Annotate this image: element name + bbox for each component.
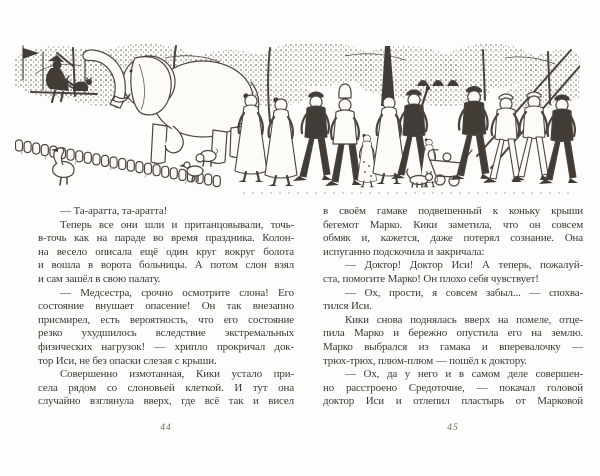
text-line: в своём гамаке подвешенный к коньку крыши: [323, 205, 583, 217]
page-left: [38, 205, 294, 445]
text-line: Совершенно измотанная, Кики устало при-: [60, 368, 294, 381]
text-line: Марко выбрался из гамака и вперевалочку —: [323, 340, 583, 353]
text-line: бегемот Марко. Кики заметила, что он совсем: [323, 218, 583, 231]
text-line: и сам зашёл в свою палату.: [38, 272, 161, 285]
text-line: и вошла в ворота больницы. А потом слон взял: [38, 259, 294, 272]
text-line: состояние внушает опасение! Он так внезапно: [38, 300, 294, 313]
page-right: [323, 205, 583, 445]
text-line: в-точь как на параде во время праздника. Колон-: [38, 232, 294, 245]
page-left-text: [38, 205, 294, 409]
text-line: — Ох, да у него и в самом деле совершен-: [345, 368, 583, 381]
text-line: села рядом со слоновьей клеткой. И тут она: [38, 381, 294, 394]
text-line: но расстроено Средоточие, — покачал головой: [323, 381, 583, 394]
text-line: физических нагрузок! — хрипло прокричал док-: [38, 340, 294, 353]
text-line: — Та-аратта, та-аратта!: [60, 205, 168, 217]
text-line: ста, помогите Марко! Он плохо себя чувствует!: [323, 272, 539, 285]
text-line: обмяк и, кажется, даже потерял сознание. Она: [323, 232, 583, 245]
polka-dot-girl: [357, 134, 376, 187]
text-line: — Ох, прости, я совсем забыл... — спохва-: [345, 286, 583, 299]
text-line: на весело описала ещё один круг вокруг болота: [38, 245, 294, 258]
page-number-left: 44: [160, 423, 172, 433]
text-line: случайно взглянула вверх, где всё так и висел: [38, 395, 294, 408]
text-line: тился Иси.: [323, 300, 372, 313]
text-line: резко ухудшилось вследствие экстремальных: [38, 327, 294, 340]
text-line: — Доктор! Доктор Иси! А теперь, пожалуй-: [345, 259, 583, 272]
text-line: присмирел, есть вероятность, что его состояние: [38, 313, 294, 326]
text-line: Кики снова поднялась вверх на помеле, отце-: [345, 313, 583, 326]
text-line: трюх-трюх, плюм-плюм — пошёл к доктору.: [323, 354, 527, 367]
text-line: пила Марко и бережно опустила его на землю.: [323, 327, 583, 340]
text-line: Теперь все они шли и пританцовывали, точь-: [60, 218, 294, 231]
text-line: испуганно подскочила и закричала:: [323, 245, 485, 258]
text-line: доктор Иси и отлепил пластырь от Марковой: [323, 395, 583, 408]
page-number-right: 45: [447, 423, 459, 433]
text-line: тор Иси, не без опаски слезая с крыши.: [38, 354, 217, 367]
page-right-text: [323, 205, 583, 409]
parade-illustration: [15, 44, 580, 196]
text-line: — Медсестра, срочно осмотрите слона! Его: [60, 286, 294, 299]
chef: [325, 84, 362, 186]
